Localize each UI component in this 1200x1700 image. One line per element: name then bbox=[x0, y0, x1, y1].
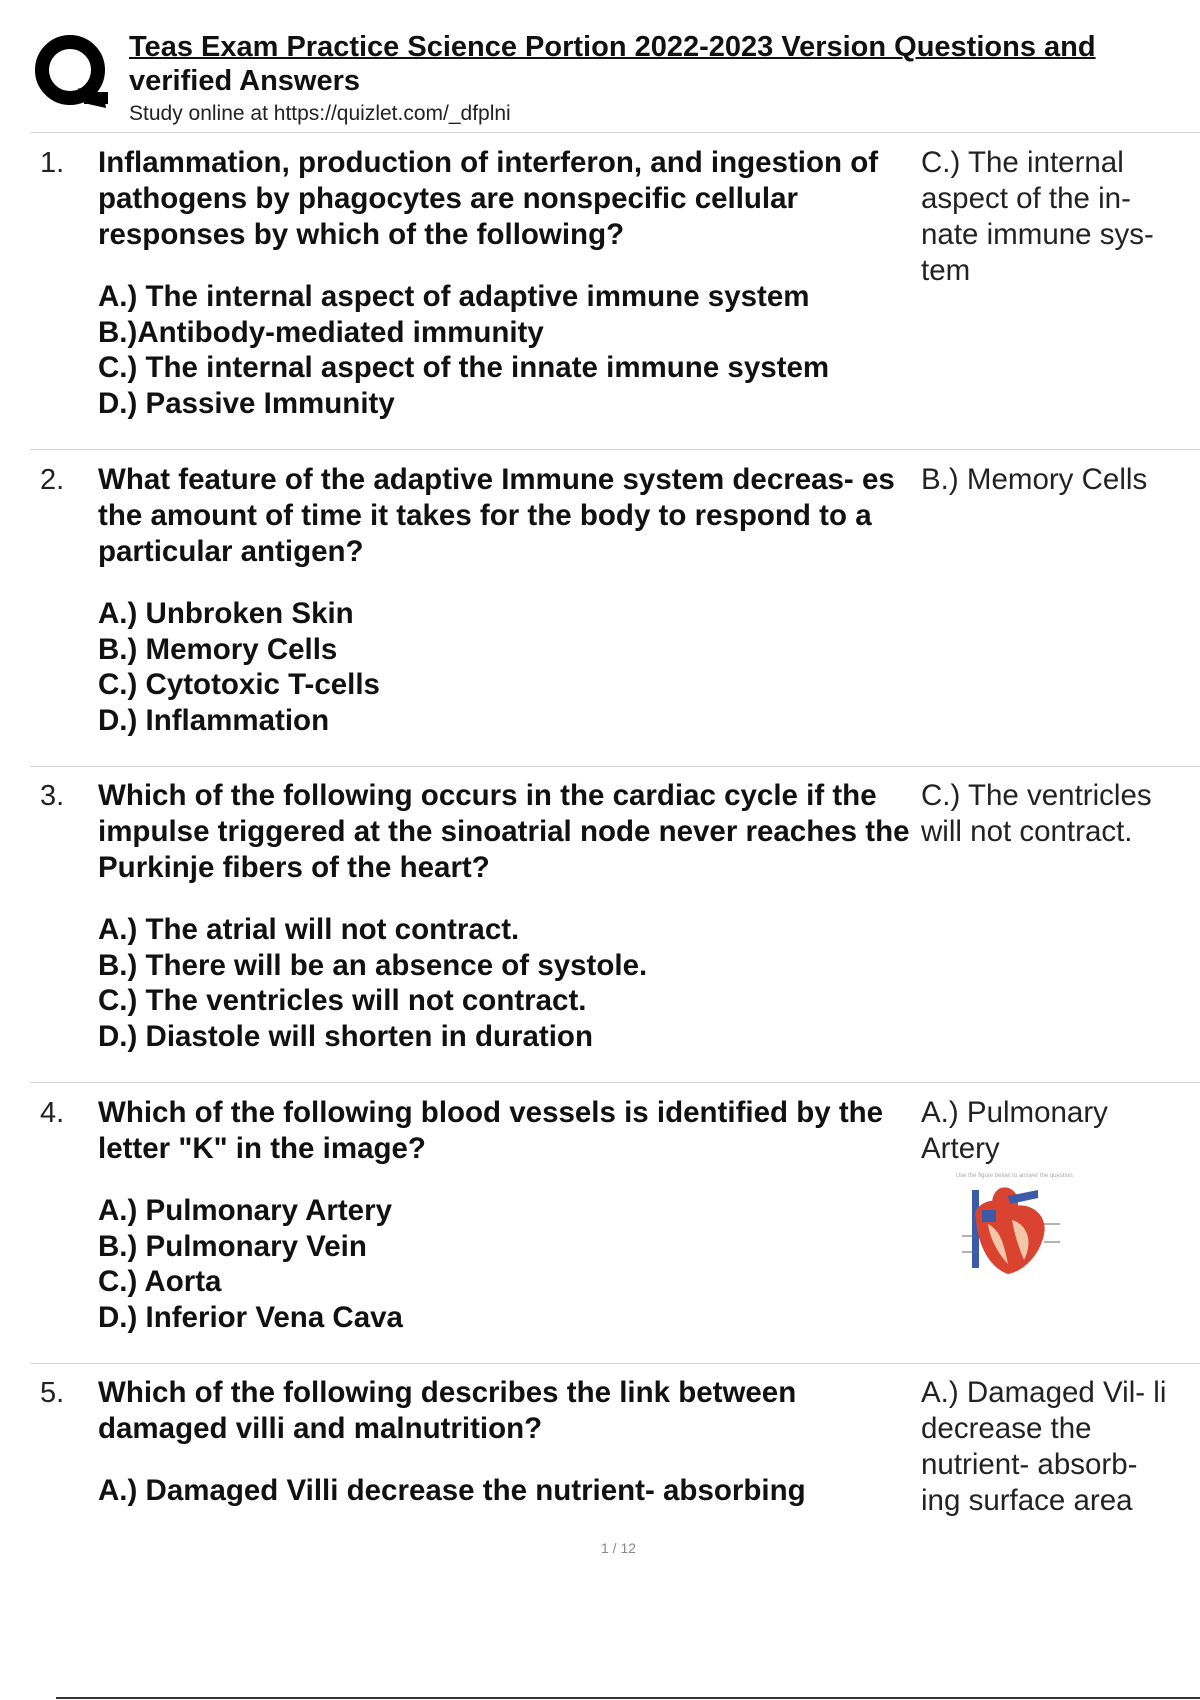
question-number: 1. bbox=[40, 147, 65, 179]
question-content bbox=[98, 778, 910, 1054]
answer-text: C.) The internal aspect of the in- nate immune sys- tem bbox=[921, 146, 1154, 287]
option-b: B.) There will be an absence of systole. bbox=[98, 948, 648, 982]
title-block bbox=[129, 30, 1200, 128]
answer-text: C.) The ventricles will not contract. bbox=[921, 779, 1152, 848]
option-c: C.) Aorta bbox=[98, 1265, 222, 1298]
options-list bbox=[98, 596, 910, 738]
question-divider bbox=[30, 449, 1200, 450]
option-b: B.) Memory Cells bbox=[98, 632, 338, 666]
study-online-link[interactable]: Study online at https://quizlet.com/_dfplni bbox=[129, 102, 511, 125]
option-c: C.) The ventricles will not contract. bbox=[98, 984, 587, 1017]
document-title-continued: verified Answers bbox=[129, 65, 361, 97]
heart-diagram-icon bbox=[948, 1180, 1082, 1280]
question-divider bbox=[30, 766, 1200, 767]
options-list bbox=[98, 1473, 910, 1509]
option-d: D.) Inflammation bbox=[98, 703, 330, 737]
answer-text: B.) Memory Cells bbox=[921, 463, 1148, 496]
question-number: 2. bbox=[40, 464, 65, 496]
question-text: Inflammation, production of interferon, and ingestion of pathogens by phagocytes are nonspecific cellular responses by which of the following? bbox=[98, 146, 879, 251]
answer-text: A.) Damaged Vil- li decrease the nutrient- absorb- ing surface area bbox=[921, 1376, 1167, 1517]
question-text: What feature of the adaptive Immune system decreas- es the amount of time it takes for the body to respond to a particular antigen? bbox=[98, 463, 895, 568]
question-number: 5. bbox=[40, 1377, 65, 1409]
question-content bbox=[98, 145, 910, 421]
option-a: A.) Pulmonary Artery bbox=[98, 1194, 392, 1227]
options-list bbox=[98, 279, 910, 421]
question-divider bbox=[30, 1363, 1200, 1364]
option-d: D.) Diastole will shorten in duration bbox=[98, 1019, 593, 1053]
option-a: A.) The atrial will not contract. bbox=[98, 913, 520, 946]
question-text: Which of the following occurs in the cardiac cycle if the impulse triggered at the sinoatrial node never reaches the Purkinje fibers of the heart? bbox=[98, 779, 910, 884]
option-d: D.) Inferior Vena Cava bbox=[98, 1300, 403, 1334]
option-c: C.) Cytotoxic T-cells bbox=[98, 668, 380, 701]
answer-text: A.) Pulmonary Artery bbox=[921, 1096, 1108, 1165]
page-number: 1 / 12 bbox=[600, 1540, 637, 1556]
options-list bbox=[98, 912, 910, 1054]
header-divider bbox=[30, 132, 1200, 133]
question-number: 4. bbox=[40, 1097, 65, 1129]
option-a: A.) Unbroken Skin bbox=[98, 597, 354, 630]
question-number: 3. bbox=[40, 780, 65, 812]
question-content bbox=[98, 462, 910, 738]
quizlet-logo-icon bbox=[32, 32, 112, 112]
options-list bbox=[98, 1193, 910, 1335]
document-header bbox=[0, 0, 1200, 135]
option-d: D.) Passive Immunity bbox=[98, 386, 395, 420]
question-content bbox=[98, 1095, 910, 1335]
question-content bbox=[98, 1375, 910, 1509]
question-text: Which of the following blood vessels is identified by the letter "K" in the image? bbox=[98, 1096, 884, 1165]
option-a: A.) Damaged Villi decrease the nutrient- absorbing bbox=[98, 1474, 806, 1507]
question-divider bbox=[30, 1082, 1200, 1083]
document-title: Teas Exam Practice Science Portion 2022-2023 Version Questions and bbox=[129, 31, 1096, 63]
question-text: Which of the following describes the link between damaged villi and malnutrition? bbox=[98, 1376, 797, 1445]
option-a: A.) The internal aspect of adaptive immune system bbox=[98, 280, 810, 313]
option-c: C.) The internal aspect of the innate immune system bbox=[98, 351, 830, 384]
figure-caption: Use the figure below to answer the question. bbox=[955, 1173, 1075, 1179]
heart-diagram-figure bbox=[948, 1172, 1082, 1282]
option-b: B.)Antibody-mediated immunity bbox=[98, 315, 544, 349]
footer-divider bbox=[56, 1697, 1200, 1699]
option-b: B.) Pulmonary Vein bbox=[98, 1229, 367, 1263]
